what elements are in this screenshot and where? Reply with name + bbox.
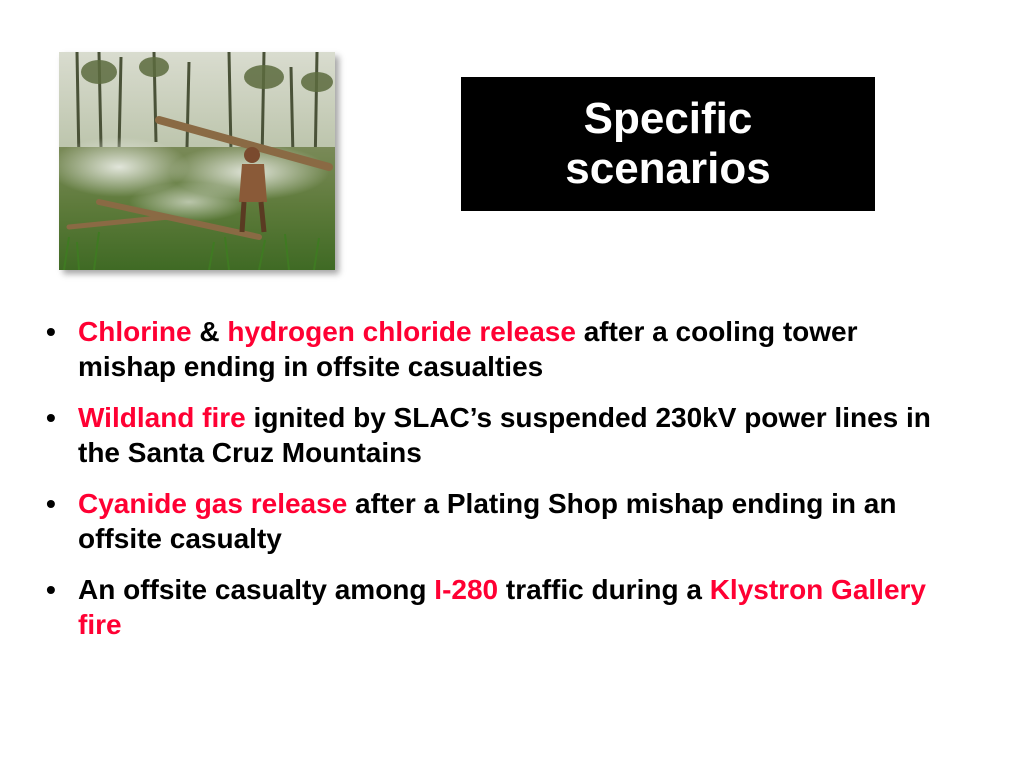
title-box — [461, 77, 875, 211]
body-text: after a cooling tower mishap ending in offsite casualties — [78, 316, 858, 382]
highlight-text: Cyanide gas release — [78, 488, 348, 519]
bullet-item — [44, 486, 944, 556]
bullet-marker: • — [46, 316, 56, 347]
body-text: ignited by SLAC’s suspended 230kV power lines in the Santa Cruz Mountains — [78, 402, 931, 468]
title-line-1: Specific — [583, 94, 753, 143]
bullet-marker: • — [46, 574, 56, 605]
bullet-item — [44, 400, 944, 470]
bullet-list — [44, 314, 944, 658]
body-text: traffic during a — [498, 574, 710, 605]
highlight-text: Wildland fire — [78, 402, 246, 433]
bullet-marker: • — [46, 402, 56, 433]
body-text: An offsite casualty among — [78, 574, 435, 605]
highlight-text: Chlorine — [78, 316, 192, 347]
wildland-fire-photo — [59, 52, 335, 270]
highlight-text: hydrogen chloride release — [227, 316, 576, 347]
body-text: after a Plating Shop mishap ending in an offsite casualty — [78, 488, 897, 554]
highlight-text: Klystron Gallery fire — [78, 574, 927, 640]
bullet-item — [44, 572, 944, 642]
bullet-item — [44, 314, 944, 384]
bullet-marker: • — [46, 488, 56, 519]
highlight-text: I-280 — [434, 574, 499, 605]
body-text: & — [191, 316, 228, 347]
title-line-2: scenarios — [565, 144, 771, 193]
